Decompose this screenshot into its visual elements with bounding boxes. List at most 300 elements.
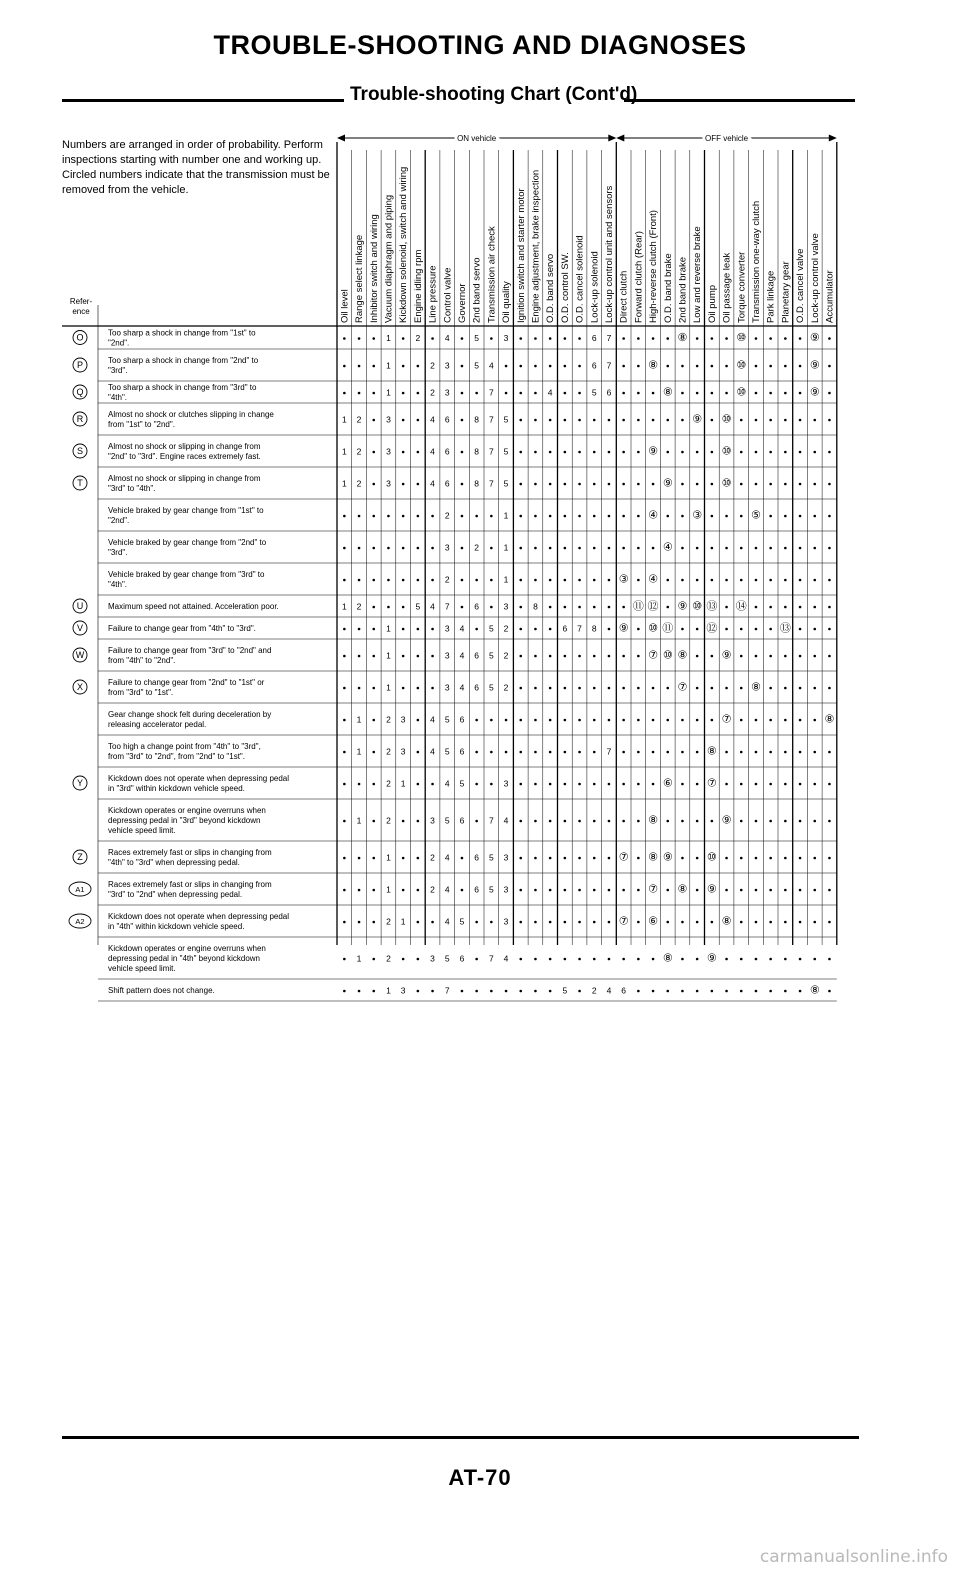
cell-dot <box>490 515 493 518</box>
cell-dot <box>608 857 611 860</box>
cell-dot <box>828 820 831 823</box>
cell-value: 3 <box>503 601 509 612</box>
problem-description-line: Failure to change gear from "2nd" to "1st" or <box>108 678 265 687</box>
cell-dot <box>490 579 493 582</box>
cell-dot <box>608 451 611 454</box>
cell-dot <box>637 515 640 518</box>
cell-dot <box>828 958 831 961</box>
cell-dot <box>593 958 596 961</box>
cell-dot <box>549 958 552 961</box>
column-header-11: Oil quality <box>501 281 513 323</box>
problem-description-line: Vehicle braked by gear change from "1st" to <box>108 506 264 515</box>
cell-dot <box>608 958 611 961</box>
cell-dot <box>681 579 684 582</box>
cell-dot <box>593 451 596 454</box>
cell-dot <box>578 547 581 550</box>
cell-dot <box>549 857 552 860</box>
cell-dot <box>784 687 787 690</box>
cell-dot <box>343 579 346 582</box>
cell-value: ⑧ <box>648 359 658 372</box>
cell-value: 2 <box>444 510 450 521</box>
cell-value: ⑨ <box>809 386 820 399</box>
cell-dot <box>769 958 772 961</box>
column-header-10: Transmission air check <box>486 226 498 323</box>
cell-dot <box>431 990 434 993</box>
cell-dot <box>622 547 625 550</box>
cell-dot <box>813 419 816 422</box>
cell-value: 4 <box>444 778 450 789</box>
cell-value: 6 <box>562 623 568 634</box>
cell-dot <box>343 365 346 368</box>
cell-dot <box>725 547 728 550</box>
cell-value: ⑧ <box>706 745 717 758</box>
cell-dot <box>696 579 699 582</box>
cell-dot <box>622 783 625 786</box>
cell-dot <box>475 579 478 582</box>
cell-value: 2 <box>386 778 391 789</box>
cell-dot <box>578 857 581 860</box>
cell-dot <box>622 719 625 722</box>
problem-description-11 <box>108 646 271 665</box>
cell-dot <box>755 579 758 582</box>
cell-dot <box>490 783 493 786</box>
cell-value: 5 <box>591 387 597 398</box>
cell-dot <box>784 655 787 658</box>
cell-dot <box>799 483 802 486</box>
cell-value: 1 <box>386 884 391 895</box>
problem-description-line: Kickdown does not operate when depressing pedal <box>108 912 290 921</box>
cell-value: 6 <box>474 601 480 612</box>
problem-description-3 <box>108 410 274 429</box>
cell-value: ⑩ <box>721 413 732 426</box>
cell-value: ⑩ <box>662 649 673 662</box>
problem-description-line: "3rd". <box>108 366 128 375</box>
cell-value: ⑨ <box>662 851 673 864</box>
cell-dot <box>490 990 493 993</box>
cell-dot <box>519 719 522 722</box>
cell-dot <box>696 921 699 924</box>
column-header-17: Lock-up solenoid <box>589 251 601 323</box>
cell-dot <box>828 921 831 924</box>
cell-value: 2 <box>444 574 450 585</box>
cell-value: ⑦ <box>648 883 658 896</box>
cell-dot <box>475 783 478 786</box>
cell-dot <box>740 751 743 754</box>
cell-dot <box>725 337 728 340</box>
cell-value: ③ <box>618 573 629 586</box>
cell-value: 7 <box>488 414 494 425</box>
cell-dot <box>343 547 346 550</box>
cell-dot <box>652 483 655 486</box>
cell-dot <box>519 515 522 518</box>
cell-dot <box>549 655 552 658</box>
cell-value: 7 <box>606 746 612 757</box>
cell-dot <box>666 419 669 422</box>
cell-dot <box>534 687 537 690</box>
cell-dot <box>725 687 728 690</box>
cell-dot <box>637 687 640 690</box>
cell-dot <box>505 365 508 368</box>
cell-value: ⑧ <box>677 332 688 344</box>
cell-dot <box>666 921 669 924</box>
cell-dot <box>519 579 522 582</box>
cell-dot <box>578 579 581 582</box>
cell-dot <box>358 857 361 860</box>
cell-dot <box>725 365 728 368</box>
cell-value: 2 <box>386 746 391 757</box>
cell-dot <box>637 365 640 368</box>
cell-dot <box>755 483 758 486</box>
cell-dot <box>519 451 522 454</box>
cell-dot <box>519 337 522 340</box>
cell-value: 3 <box>386 414 391 425</box>
cell-dot <box>608 515 611 518</box>
cell-dot <box>519 392 522 395</box>
cell-dot <box>622 606 625 609</box>
problem-description-line: Kickdown operates or engine overruns when <box>108 944 266 953</box>
cell-dot <box>813 857 816 860</box>
cell-dot <box>372 483 375 486</box>
cell-dot <box>358 990 361 993</box>
problem-description-line: Kickdown does not operate when depressing pedal <box>108 774 290 783</box>
cell-dot <box>519 857 522 860</box>
problem-description-line: Shift pattern does not change. <box>108 986 215 995</box>
cell-dot <box>740 628 743 631</box>
cell-value: 5 <box>459 778 465 789</box>
cell-dot <box>534 921 537 924</box>
cell-value: ④ <box>648 509 658 522</box>
cell-value: 4 <box>606 985 612 996</box>
cell-dot <box>813 820 816 823</box>
cell-dot <box>813 719 816 722</box>
cell-dot <box>725 392 728 395</box>
problem-description-line: Too sharp a shock in change from "3rd" to <box>108 383 257 392</box>
page-subtitle: Trouble-shooting Chart (Cont'd) <box>350 84 638 105</box>
cell-dot <box>564 820 567 823</box>
cell-dot <box>505 751 508 754</box>
problem-description-line: Too high a change point from "4th" to "3rd", <box>108 742 261 751</box>
cell-value: 4 <box>503 815 509 826</box>
problem-description-14 <box>108 742 261 761</box>
cell-dot <box>475 392 478 395</box>
cell-dot <box>622 337 625 340</box>
cell-value: 7 <box>444 985 450 996</box>
cell-dot <box>784 820 787 823</box>
cell-dot <box>534 857 537 860</box>
cell-dot <box>505 719 508 722</box>
cell-dot <box>608 419 611 422</box>
cell-dot <box>696 628 699 631</box>
cell-dot <box>755 365 758 368</box>
cell-dot <box>799 579 802 582</box>
cell-dot <box>490 751 493 754</box>
cell-dot <box>784 751 787 754</box>
cell-dot <box>402 687 405 690</box>
cell-dot <box>652 419 655 422</box>
cell-dot <box>784 515 787 518</box>
cell-dot <box>799 392 802 395</box>
cell-dot <box>784 579 787 582</box>
cell-dot <box>578 719 581 722</box>
cell-dot <box>637 921 640 924</box>
cell-value: ⑩ <box>736 359 747 372</box>
cell-dot <box>681 857 684 860</box>
page-number: AT-70 <box>448 1465 512 1490</box>
cell-dot <box>711 392 714 395</box>
cell-dot <box>784 547 787 550</box>
cell-dot <box>475 515 478 518</box>
cell-value: 1 <box>386 387 391 398</box>
cell-value: 6 <box>459 815 465 826</box>
cell-dot <box>372 392 375 395</box>
cell-dot <box>549 783 552 786</box>
problem-description-10 <box>108 624 256 633</box>
cell-dot <box>372 547 375 550</box>
cell-dot <box>343 783 346 786</box>
cell-value: 3 <box>444 650 450 661</box>
cell-dot <box>755 547 758 550</box>
cell-dot <box>769 857 772 860</box>
cell-dot <box>358 655 361 658</box>
cell-value: 3 <box>503 778 509 789</box>
cell-value: ⑧ <box>648 851 658 864</box>
cell-dot <box>578 751 581 754</box>
cell-dot <box>578 515 581 518</box>
problem-description-line: Vehicle braked by gear change from "3rd" to <box>108 570 265 579</box>
cell-dot <box>740 579 743 582</box>
cell-dot <box>755 606 758 609</box>
cell-dot <box>696 687 699 690</box>
cell-dot <box>696 337 699 340</box>
cell-value: 1 <box>341 601 347 612</box>
cell-dot <box>564 419 567 422</box>
cell-dot <box>534 451 537 454</box>
cell-dot <box>755 655 758 658</box>
cell-dot <box>828 419 831 422</box>
cell-dot <box>417 921 420 924</box>
cell-dot <box>372 515 375 518</box>
cell-dot <box>799 451 802 454</box>
problem-description-line: depressing pedal in "4th" beyond kickdown <box>108 954 260 963</box>
cell-dot <box>578 958 581 961</box>
cell-dot <box>534 515 537 518</box>
cell-dot <box>549 719 552 722</box>
column-header-24: Low and reverse brake <box>692 226 704 323</box>
column-header-6: Line pressure <box>427 265 439 323</box>
cell-dot <box>622 751 625 754</box>
reference-letter-3: R <box>76 414 84 424</box>
cell-dot <box>358 365 361 368</box>
column-header-14: O.D. band servo <box>545 253 557 323</box>
cell-value: 4 <box>547 387 553 398</box>
cell-value: 5 <box>474 333 480 343</box>
cell-dot <box>740 990 743 993</box>
cell-dot <box>799 921 802 924</box>
cell-dot <box>358 515 361 518</box>
problem-description-1 <box>108 356 259 375</box>
cell-dot <box>564 515 567 518</box>
cell-dot <box>711 687 714 690</box>
cell-dot <box>372 783 375 786</box>
column-header-25: Oil pump <box>706 284 718 323</box>
cell-dot <box>769 419 772 422</box>
column-header-28: Transmission one-way clutch <box>750 200 762 323</box>
cell-dot <box>666 820 669 823</box>
cell-dot <box>519 820 522 823</box>
cell-dot <box>828 628 831 631</box>
cell-dot <box>461 889 464 892</box>
cell-value: ⑭ <box>735 600 747 613</box>
column-header-18: Lock-up control unit and sensors <box>603 185 615 323</box>
cell-dot <box>666 365 669 368</box>
cell-dot <box>564 579 567 582</box>
problem-description-line: "2nd". <box>108 516 130 525</box>
problem-description-20 <box>108 944 266 973</box>
cell-dot <box>725 606 728 609</box>
cell-value: 6 <box>606 387 612 398</box>
cell-dot <box>784 889 787 892</box>
cell-dot <box>461 579 464 582</box>
problem-description-line: "3rd" to "4th". <box>108 484 156 493</box>
cell-dot <box>740 483 743 486</box>
cell-dot <box>417 579 420 582</box>
cell-dot <box>696 392 699 395</box>
cell-dot <box>490 606 493 609</box>
cell-value: ⑩ <box>721 445 732 458</box>
cell-dot <box>622 687 625 690</box>
cell-dot <box>828 990 831 993</box>
cell-value: ⑩ <box>706 851 717 864</box>
cell-dot <box>549 606 552 609</box>
cell-value: 6 <box>444 478 450 489</box>
cell-dot <box>564 719 567 722</box>
cell-dot <box>784 783 787 786</box>
cell-value: 2 <box>356 601 362 612</box>
cell-dot <box>578 483 581 486</box>
cell-value: 8 <box>591 623 597 634</box>
cell-dot <box>417 857 420 860</box>
cell-value: ⑩ <box>648 622 658 635</box>
column-header-16: O.D. cancel solenoid <box>574 235 586 323</box>
cell-value: 6 <box>459 953 465 964</box>
cell-dot <box>784 921 787 924</box>
cell-dot <box>637 628 640 631</box>
cell-value: 5 <box>415 601 421 612</box>
cell-dot <box>578 365 581 368</box>
cell-dot <box>431 628 434 631</box>
cell-dot <box>652 783 655 786</box>
cell-dot <box>828 515 831 518</box>
cell-dot <box>564 958 567 961</box>
cell-dot <box>755 921 758 924</box>
column-header-13: Engine adjustment, brake inspection <box>530 169 542 323</box>
cell-dot <box>519 365 522 368</box>
cell-dot <box>637 889 640 892</box>
cell-dot <box>784 451 787 454</box>
cell-value: 3 <box>444 623 450 634</box>
cell-dot <box>711 451 714 454</box>
cell-dot <box>637 719 640 722</box>
cell-value: 1 <box>356 953 362 964</box>
cell-value: 4 <box>488 360 494 371</box>
cell-value: ⑦ <box>618 851 629 864</box>
cell-value: 3 <box>400 714 406 725</box>
cell-dot <box>593 820 596 823</box>
cell-dot <box>813 889 816 892</box>
cell-dot <box>769 820 772 823</box>
cell-dot <box>799 606 802 609</box>
problem-description-line: "4th". <box>108 580 128 589</box>
cell-dot <box>343 628 346 631</box>
cell-dot <box>652 392 655 395</box>
cell-dot <box>578 820 581 823</box>
watermark: carmanualsonline.info <box>759 1547 948 1567</box>
cell-value: ⑬ <box>779 622 791 635</box>
cell-dot <box>372 921 375 924</box>
cell-dot <box>608 889 611 892</box>
cell-dot <box>417 547 420 550</box>
cell-value: 2 <box>430 852 435 863</box>
cell-dot <box>740 958 743 961</box>
cell-dot <box>681 719 684 722</box>
cell-dot <box>828 483 831 486</box>
cell-dot <box>828 687 831 690</box>
cell-value: 3 <box>503 333 509 343</box>
cell-dot <box>637 547 640 550</box>
cell-dot <box>564 857 567 860</box>
cell-value: 3 <box>386 478 391 489</box>
cell-dot <box>769 515 772 518</box>
cell-dot <box>372 606 375 609</box>
cell-dot <box>696 783 699 786</box>
cell-dot <box>417 365 420 368</box>
column-header-30: Planetary gear <box>780 261 792 323</box>
cell-dot <box>755 628 758 631</box>
cell-dot <box>725 990 728 993</box>
cell-dot <box>461 392 464 395</box>
cell-dot <box>755 392 758 395</box>
cell-dot <box>402 515 405 518</box>
cell-dot <box>711 419 714 422</box>
reference-letter-11: W <box>75 650 85 660</box>
problem-description-line: Races extremely fast or slips in changing from <box>108 880 272 889</box>
cell-dot <box>593 719 596 722</box>
cell-dot <box>769 579 772 582</box>
cell-dot <box>461 451 464 454</box>
cell-dot <box>578 889 581 892</box>
problem-description-line: "2nd". <box>108 338 130 348</box>
cell-dot <box>534 958 537 961</box>
cell-dot <box>622 515 625 518</box>
cell-dot <box>564 889 567 892</box>
cell-dot <box>534 365 537 368</box>
cell-dot <box>828 337 831 340</box>
cell-value: ⑨ <box>677 600 688 613</box>
cell-dot <box>387 515 390 518</box>
cell-dot <box>461 857 464 860</box>
cell-dot <box>769 751 772 754</box>
cell-dot <box>711 365 714 368</box>
cell-value: ⑥ <box>662 777 673 790</box>
cell-dot <box>799 655 802 658</box>
cell-dot <box>417 628 420 631</box>
reference-letter-0: O <box>76 332 84 343</box>
cell-dot <box>608 820 611 823</box>
cell-value: 4 <box>444 884 450 895</box>
cell-value: 3 <box>444 682 450 693</box>
problem-description-line: "3rd". <box>108 548 128 557</box>
cell-dot <box>461 990 464 993</box>
